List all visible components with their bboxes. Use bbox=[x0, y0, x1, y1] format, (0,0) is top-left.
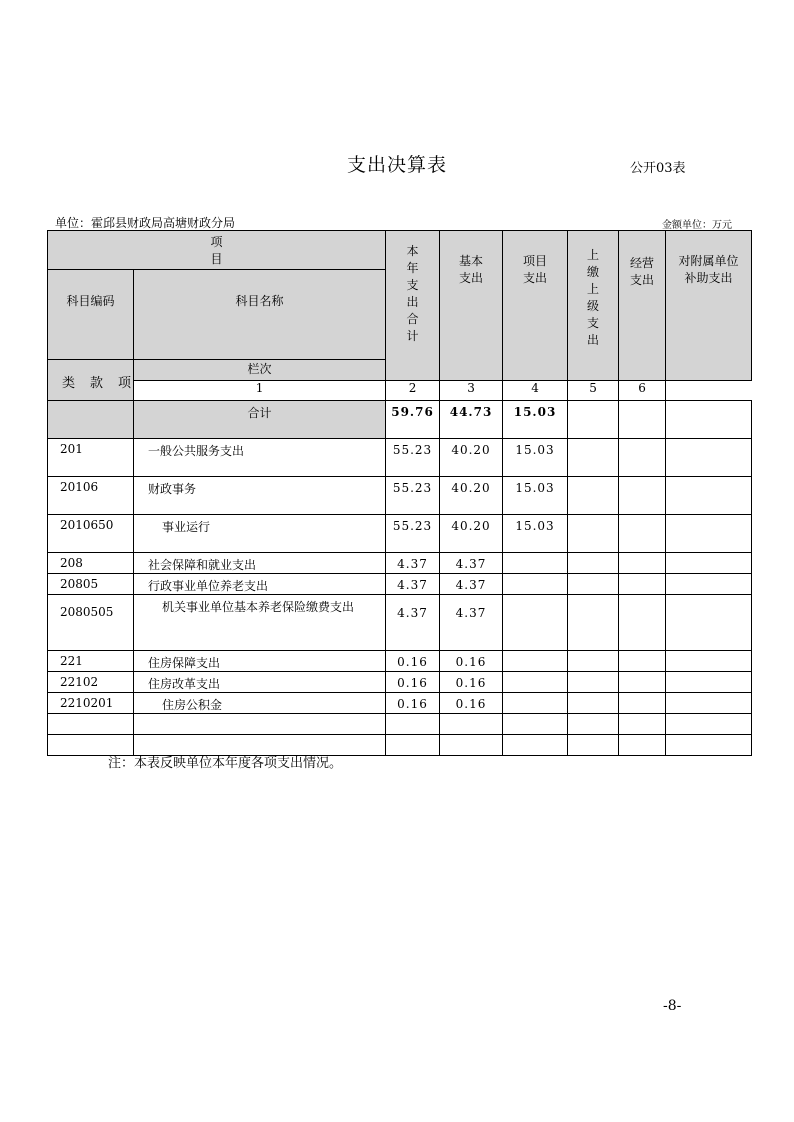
table-row bbox=[48, 574, 752, 595]
row-v1: 55.23 bbox=[386, 515, 440, 553]
header-col2: 基本支出 bbox=[440, 231, 503, 381]
table-row-empty bbox=[48, 714, 752, 735]
header-item-top: 项 bbox=[210, 235, 223, 249]
row-name: 住房改革支出 bbox=[134, 672, 386, 693]
table-row bbox=[48, 515, 752, 553]
table-row bbox=[48, 595, 752, 651]
money-unit-label: 金额单位：万元 bbox=[662, 220, 732, 231]
row-v1: 4.37 bbox=[386, 595, 440, 651]
row-v2: 40.20 bbox=[440, 515, 503, 553]
table-row bbox=[48, 553, 752, 574]
row-v1: 4.37 bbox=[386, 553, 440, 574]
row-v2: 4.37 bbox=[440, 553, 503, 574]
row-code: 221 bbox=[48, 651, 134, 672]
row-name: 机关事业单位基本养老保险缴费支出 bbox=[134, 595, 386, 651]
header-code: 科目编码 bbox=[48, 270, 134, 360]
row-v1: 0.16 bbox=[386, 672, 440, 693]
row-code: 22102 bbox=[48, 672, 134, 693]
row-v3 bbox=[503, 553, 568, 574]
row-name: 住房保障支出 bbox=[134, 651, 386, 672]
row-v2: 0.16 bbox=[440, 672, 503, 693]
total-row bbox=[48, 401, 752, 439]
table-row bbox=[48, 477, 752, 515]
col-number-5: 5 bbox=[568, 381, 619, 401]
total-label: 合计 bbox=[134, 401, 386, 439]
total-v3: 15.03 bbox=[503, 401, 568, 439]
unit-label: 单位：霍邱县财政局高塘财政分局 bbox=[55, 216, 236, 230]
row-name: 住房公积金 bbox=[134, 693, 386, 714]
col-number-3: 3 bbox=[440, 381, 503, 401]
expenditure-table bbox=[47, 230, 752, 756]
row-v3: 15.03 bbox=[503, 515, 568, 553]
row-v2: 0.16 bbox=[440, 693, 503, 714]
row-name: 社会保障和就业支出 bbox=[134, 553, 386, 574]
row-v3: 15.03 bbox=[503, 477, 568, 515]
row-code: 201 bbox=[48, 439, 134, 477]
row-code: 2010650 bbox=[48, 515, 134, 553]
page-number: -8- bbox=[663, 998, 682, 1014]
row-v3: 15.03 bbox=[503, 439, 568, 477]
col-number-4: 4 bbox=[503, 381, 568, 401]
col-number-6: 6 bbox=[619, 381, 666, 401]
row-v1: 55.23 bbox=[386, 439, 440, 477]
header-item-bottom: 目 bbox=[210, 252, 223, 266]
row-v3 bbox=[503, 693, 568, 714]
header-lei-kuan-xiang bbox=[48, 360, 134, 401]
row-v3 bbox=[503, 574, 568, 595]
row-name: 财政事务 bbox=[134, 477, 386, 515]
row-v3 bbox=[503, 651, 568, 672]
header-col6: 对附属单位补助支出 bbox=[666, 231, 752, 381]
row-v1: 55.23 bbox=[386, 477, 440, 515]
row-name: 一般公共服务支出 bbox=[134, 439, 386, 477]
header-kuan: 款 bbox=[90, 376, 104, 391]
form-number: 公开03表 bbox=[630, 161, 686, 176]
header-item bbox=[48, 231, 386, 270]
col-number-1: 1 bbox=[134, 381, 386, 401]
row-code: 2210201 bbox=[48, 693, 134, 714]
row-code: 20106 bbox=[48, 477, 134, 515]
row-v1: 0.16 bbox=[386, 651, 440, 672]
row-v3 bbox=[503, 672, 568, 693]
row-v2: 4.37 bbox=[440, 574, 503, 595]
table-note: 注：本表反映单位本年度各项支出情况。 bbox=[108, 756, 343, 771]
row-v1: 4.37 bbox=[386, 574, 440, 595]
col-number-2: 2 bbox=[386, 381, 440, 401]
table-row bbox=[48, 439, 752, 477]
header-col5: 经营支出 bbox=[619, 231, 666, 381]
header-xiang: 项 bbox=[118, 376, 132, 391]
table-row bbox=[48, 651, 752, 672]
total-v1: 59.76 bbox=[386, 401, 440, 439]
row-code: 2080505 bbox=[48, 595, 134, 651]
header-name: 科目名称 bbox=[134, 270, 386, 360]
row-name: 行政事业单位养老支出 bbox=[134, 574, 386, 595]
page-title: 支出决算表 bbox=[346, 154, 447, 176]
header-col3: 项目支出 bbox=[503, 231, 568, 381]
header-lei: 类 bbox=[62, 376, 76, 391]
row-v3 bbox=[503, 595, 568, 651]
total-v2: 44.73 bbox=[440, 401, 503, 439]
row-v2: 40.20 bbox=[440, 439, 503, 477]
row-v2: 4.37 bbox=[440, 595, 503, 651]
row-name: 事业运行 bbox=[134, 515, 386, 553]
header-lanci: 栏次 bbox=[134, 360, 386, 381]
header-col4: 上缴上级支出 bbox=[568, 231, 619, 381]
row-v2: 40.20 bbox=[440, 477, 503, 515]
row-v2: 0.16 bbox=[440, 651, 503, 672]
table-row bbox=[48, 672, 752, 693]
table-row bbox=[48, 693, 752, 714]
header-col1: 本年支出合计 bbox=[386, 231, 440, 381]
row-code: 20805 bbox=[48, 574, 134, 595]
row-v1: 0.16 bbox=[386, 693, 440, 714]
row-code: 208 bbox=[48, 553, 134, 574]
